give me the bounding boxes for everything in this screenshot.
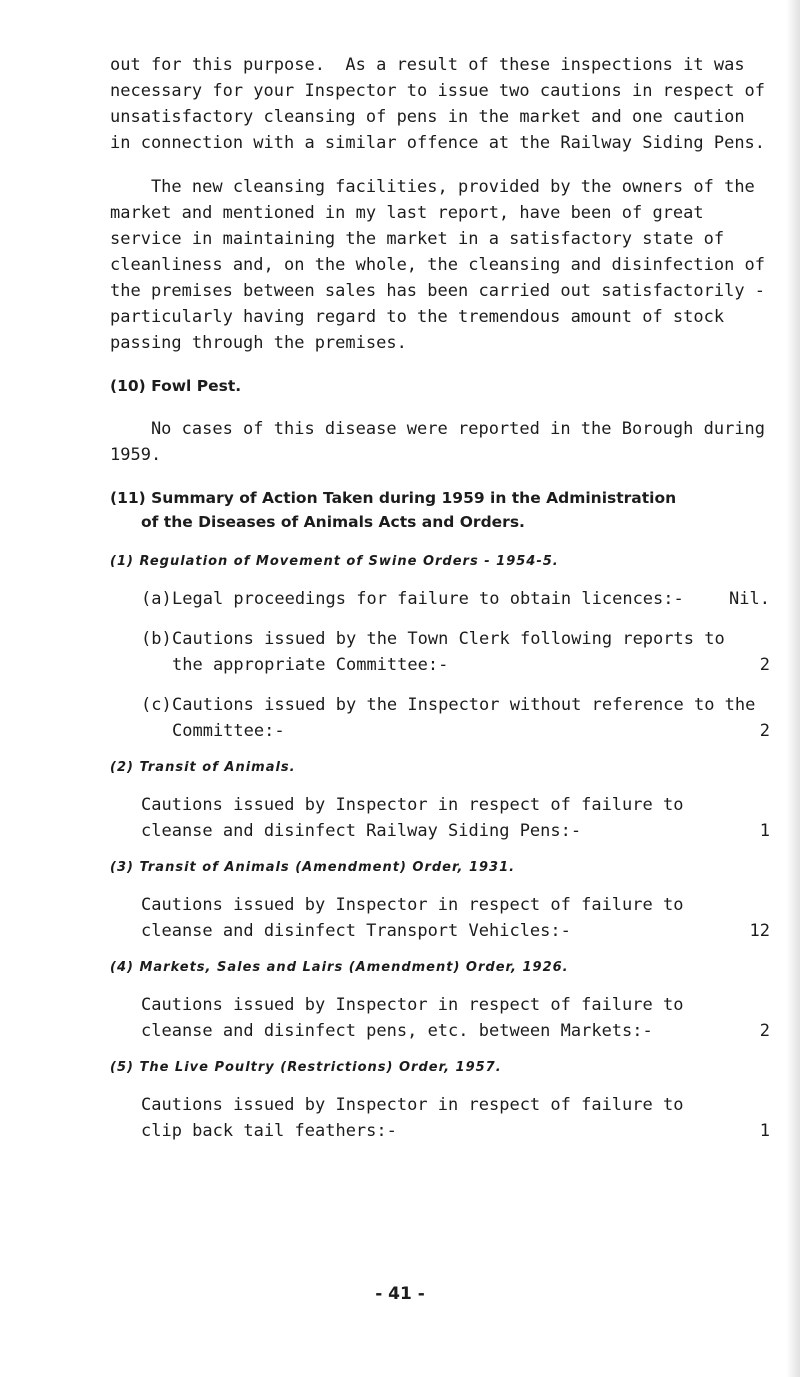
page-number: - 41 - bbox=[375, 1284, 425, 1304]
item-label: (b) bbox=[141, 629, 172, 649]
section-10-paragraph bbox=[110, 416, 770, 468]
text-line: market and mentioned in my last report, have been of great bbox=[110, 203, 704, 223]
subsection-3-title: (3) Transit of Animals (Amendment) Order, 1931. bbox=[110, 860, 516, 875]
entry-count: 1 bbox=[759, 1121, 770, 1141]
entry-text: Cautions issued by Inspector in respect of failure to cleanse and disinfect Railway Siding Pens:- bbox=[141, 795, 684, 841]
entry-text: Cautions issued by Inspector in respect of failure to clip back tail feathers:- bbox=[141, 1095, 684, 1141]
subsection-2-title: (2) Transit of Animals. bbox=[110, 760, 296, 775]
subsection-4-title: (4) Markets, Sales and Lairs (Amendment) Order, 1926. bbox=[110, 960, 569, 975]
page-edge-shadow bbox=[786, 0, 800, 1377]
subsection-1-title: (1) Regulation of Movement of Swine Orders - 1954-5. bbox=[110, 554, 559, 569]
heading-line: of the Diseases of Animals Acts and Orders. bbox=[141, 513, 525, 531]
entry-count: 1 bbox=[759, 821, 770, 841]
text-line: service in maintaining the market in a satisfactory state of bbox=[110, 229, 725, 249]
item-label: (c) bbox=[141, 695, 172, 715]
list-item bbox=[141, 692, 770, 744]
item-count: 2 bbox=[759, 721, 770, 741]
entry-count: 12 bbox=[749, 921, 770, 941]
subsection-3-entry bbox=[110, 892, 770, 944]
text-line: necessary for your Inspector to issue two cautions in respect of bbox=[110, 81, 766, 101]
subsection-5-title: (5) The Live Poultry (Restrictions) Order, 1957. bbox=[110, 1060, 502, 1075]
cleansing-paragraph bbox=[110, 174, 770, 356]
entry-count: 2 bbox=[759, 1021, 770, 1041]
subsection-2-entry bbox=[110, 792, 770, 844]
entry-text: Cautions issued by Inspector in respect of failure to cleanse and disinfect pens, etc. between Markets:- bbox=[141, 995, 684, 1041]
subsection-1-items bbox=[110, 586, 770, 744]
item-label: (a) bbox=[141, 589, 172, 609]
item-text: Cautions issued by the Town Clerk following reports to the appropriate Committee:- bbox=[172, 629, 725, 675]
text-line: particularly having regard to the tremendous amount of stock bbox=[110, 307, 725, 327]
text-line: The new cleansing facilities, provided by the owners of the bbox=[110, 177, 755, 197]
document-page bbox=[110, 52, 770, 1158]
subsection-4-entry bbox=[110, 992, 770, 1044]
item-text: Cautions issued by the Inspector without reference to the Committee:- bbox=[172, 695, 756, 741]
text-line: out for this purpose. As a result of these inspections it was bbox=[110, 55, 745, 75]
intro-paragraph bbox=[110, 52, 770, 156]
section-10-heading: (10) Fowl Pest. bbox=[110, 377, 242, 395]
list-item bbox=[141, 626, 770, 678]
heading-line: (11) Summary of Action Taken during 1959 in the Administration bbox=[110, 489, 677, 507]
subsection-5-entry bbox=[110, 1092, 770, 1144]
item-text: Legal proceedings for failure to obtain licences:- bbox=[172, 589, 684, 609]
text-line: passing through the premises. bbox=[110, 333, 407, 353]
section-11-heading bbox=[110, 486, 770, 534]
text-line: in connection with a similar offence at the Railway Siding Pens. bbox=[110, 133, 766, 153]
item-count: 2 bbox=[759, 655, 770, 675]
text-line: cleanliness and, on the whole, the cleansing and disinfection of bbox=[110, 255, 766, 275]
text-line: 1959. bbox=[110, 445, 162, 465]
list-item bbox=[141, 586, 770, 612]
text-line: No cases of this disease were reported in the Borough during bbox=[110, 419, 766, 439]
entry-text: Cautions issued by Inspector in respect of failure to cleanse and disinfect Transport Vehicles:- bbox=[141, 895, 684, 941]
text-line: the premises between sales has been carried out satisfactorily - bbox=[110, 281, 766, 301]
text-line: unsatisfactory cleansing of pens in the market and one caution bbox=[110, 107, 745, 127]
item-count: Nil. bbox=[729, 589, 770, 609]
